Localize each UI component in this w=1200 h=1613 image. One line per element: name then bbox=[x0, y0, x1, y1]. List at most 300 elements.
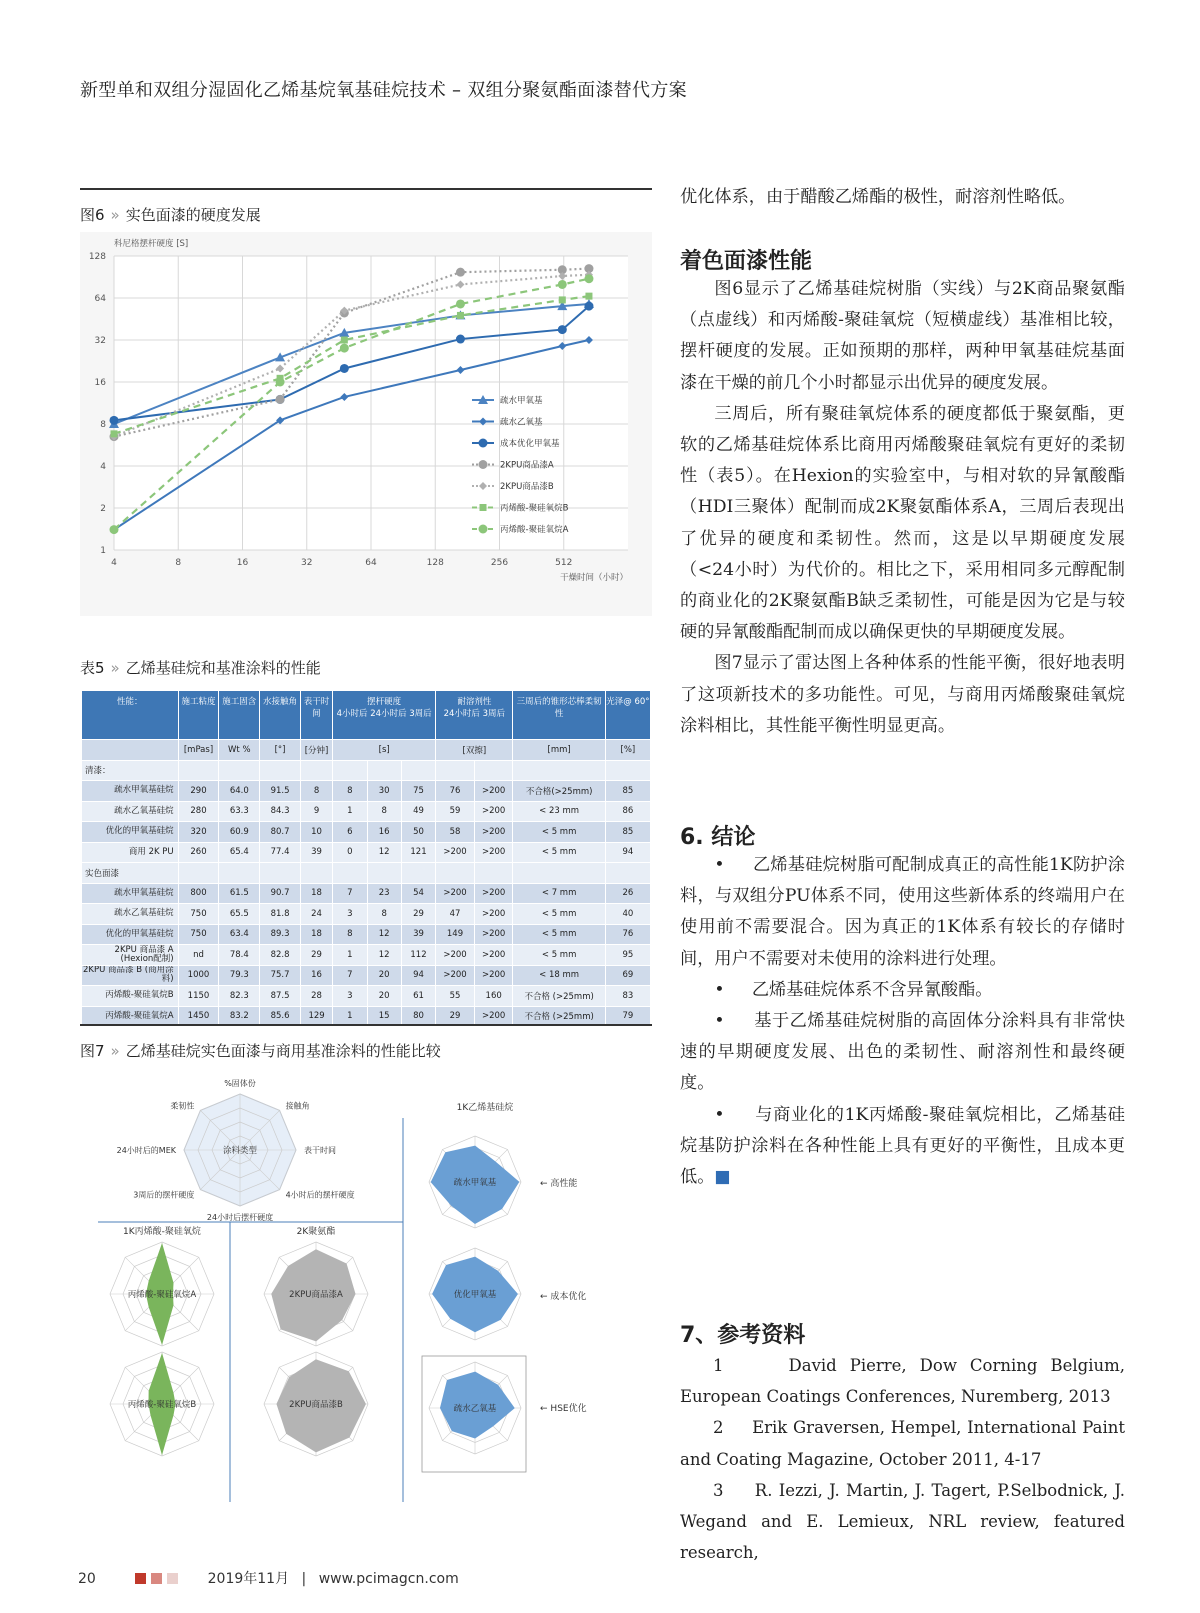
table-cell: 59 bbox=[436, 801, 475, 822]
y-tick-label: 32 bbox=[94, 336, 106, 346]
section-row-clear bbox=[82, 760, 651, 781]
y-tick-label: 128 bbox=[88, 252, 106, 262]
issue-date: 2019年11月 bbox=[207, 1571, 290, 1587]
table-cell: 85.6 bbox=[260, 1006, 301, 1027]
table-cell: 30 bbox=[367, 781, 401, 802]
table-cell: 79.3 bbox=[219, 965, 260, 986]
header-solvent bbox=[436, 691, 513, 740]
unit-cell: [双擦] bbox=[436, 740, 513, 761]
table-cell: 20 bbox=[367, 965, 401, 986]
table-cell: 28 bbox=[300, 986, 332, 1007]
table-cell: 20 bbox=[367, 986, 401, 1007]
solvent-label: 耐溶剂性 bbox=[457, 697, 492, 707]
table-cell: 23 bbox=[367, 883, 401, 904]
legend-marker bbox=[479, 439, 488, 448]
table-cell: < 7 mm bbox=[513, 883, 605, 904]
end-mark-icon: ■ bbox=[714, 1167, 731, 1188]
table-cell: 65.4 bbox=[219, 842, 260, 863]
table-cell: 不合格 (>25mm) bbox=[513, 1006, 605, 1027]
data-point bbox=[559, 296, 566, 303]
bullet-3 bbox=[680, 1006, 1125, 1100]
table-cell: 12 bbox=[367, 924, 401, 945]
section-label: 清漆： bbox=[82, 760, 179, 781]
table-cell: 75.7 bbox=[260, 965, 301, 986]
table-cell: 1150 bbox=[178, 986, 219, 1007]
table-cell: 29 bbox=[401, 904, 435, 925]
table-cell: 63.4 bbox=[219, 924, 260, 945]
bullet-text: 与商业化的1K丙烯酸-聚硅氧烷相比，乙烯基硅烷基防护涂料在各种性能上具有更好的平衡性，且成本更低。 bbox=[680, 1104, 1125, 1188]
reference-item bbox=[680, 1350, 1125, 1412]
table-cell: 280 bbox=[178, 801, 219, 822]
table-cell: 81.8 bbox=[260, 904, 301, 925]
row-label: 疏水乙氧基硅烷 bbox=[82, 904, 179, 925]
heading-color-coatings: 着色面漆性能 bbox=[680, 249, 813, 274]
table-cell: >200 bbox=[436, 883, 475, 904]
axis-label: %固体份 bbox=[224, 1079, 256, 1088]
table-cell: 75 bbox=[401, 781, 435, 802]
table-row bbox=[82, 904, 651, 925]
data-point bbox=[276, 395, 285, 404]
table-cell: 69 bbox=[605, 965, 650, 986]
table-cell: 12 bbox=[367, 945, 401, 966]
bullet-list bbox=[680, 850, 1125, 1193]
bullet-icon: • bbox=[714, 979, 725, 1000]
table-cell: 83.2 bbox=[219, 1006, 260, 1027]
arrow-label: 高性能 bbox=[550, 1179, 578, 1189]
table-cell: >200 bbox=[474, 924, 513, 945]
table-cell: 94 bbox=[401, 965, 435, 986]
table-cell: 82.3 bbox=[219, 986, 260, 1007]
unit-cell: [mPas] bbox=[178, 740, 219, 761]
figure7-caption: 乙烯基硅烷实色面漆与商用基准涂料的性能比较 bbox=[125, 1042, 441, 1060]
heading-conclusion: 6. 结论 bbox=[680, 825, 756, 850]
table-cell: < 5 mm bbox=[513, 822, 605, 843]
table-cell: 54 bbox=[401, 883, 435, 904]
bullet-text: 乙烯基硅烷体系不含异氰酸酯。 bbox=[751, 979, 993, 1000]
legend-label: 疏水甲氧基 bbox=[500, 396, 543, 406]
axis-label: 24小时后的MEK bbox=[116, 1146, 176, 1155]
radar-label: 2KPU商品漆A bbox=[289, 1290, 343, 1300]
unit-cell bbox=[82, 740, 179, 761]
table-cell: 61 bbox=[401, 986, 435, 1007]
running-header: 新型单和双组分湿固化乙烯基烷氧基硅烷技术 – 双组分聚氨酯面漆替代方案 bbox=[80, 80, 687, 101]
header-hardness bbox=[333, 691, 436, 740]
chevron-icon: » bbox=[110, 1042, 120, 1060]
header-property: 性能： bbox=[82, 691, 179, 740]
table-cell: 不合格 (>25mm) bbox=[513, 986, 605, 1007]
row-label: 2KPU 商品漆 A (Hexion配制) bbox=[82, 945, 179, 966]
header-gloss: 光泽@ 60° bbox=[605, 691, 650, 740]
reference-number: 3 bbox=[713, 1480, 724, 1500]
row-label: 丙烯酸-聚硅氧烷B bbox=[82, 986, 179, 1007]
group-title-1k-vinyl: 1K乙烯基硅烷 bbox=[456, 1103, 514, 1113]
legend-marker bbox=[479, 460, 488, 469]
table-cell: 80.7 bbox=[260, 822, 301, 843]
table-row bbox=[82, 801, 651, 822]
axis-label: 柔韧性 bbox=[170, 1101, 195, 1111]
table-row bbox=[82, 945, 651, 966]
y-tick-label: 16 bbox=[94, 378, 106, 388]
table-cell: 78.4 bbox=[219, 945, 260, 966]
table-cell: 260 bbox=[178, 842, 219, 863]
table-row bbox=[82, 781, 651, 802]
radar-label: 丙烯酸-聚硅氧烷B bbox=[127, 1400, 197, 1410]
radar-vinyl_methoxy bbox=[429, 1136, 521, 1228]
paragraph-0: 优化体系，由于醋酸乙烯酯的极性，耐溶剂性略低。 bbox=[680, 187, 1076, 207]
data-point bbox=[340, 364, 349, 373]
arrow-high-perf bbox=[540, 1177, 577, 1189]
table-cell: 8 bbox=[300, 781, 332, 802]
figure6-caption: 实色面漆的硬度发展 bbox=[125, 206, 261, 224]
table-cell: 8 bbox=[367, 904, 401, 925]
table-cell: < 23 mm bbox=[513, 801, 605, 822]
paragraph-1: 图6显示了乙烯基硅烷树脂（实线）与2K商品聚氨酯（点虚线）和丙烯酸-聚硅氧烷（短横虚线）基准相比较，摆杆硬度的发展。正如预期的那样，两种甲氧基硅烷基面漆在干燥的前几个小时都显示出优异的硬度发展。 bbox=[680, 279, 1125, 393]
table-cell: 49 bbox=[401, 801, 435, 822]
table-cell: 64.0 bbox=[219, 781, 260, 802]
radar-acrylic_b bbox=[110, 1352, 214, 1456]
chevron-icon: » bbox=[110, 206, 120, 224]
bullet-icon: • bbox=[714, 1011, 725, 1032]
table5-number: 表5 bbox=[80, 659, 105, 677]
table-cell: 16 bbox=[300, 965, 332, 986]
table-cell: 750 bbox=[178, 904, 219, 925]
legend-center-label: 涂料类型 bbox=[222, 1146, 258, 1156]
table-cell: 82.8 bbox=[260, 945, 301, 966]
axis-label: 3周后的摆杆硬度 bbox=[133, 1190, 195, 1200]
table-cell: 90.7 bbox=[260, 883, 301, 904]
table-row bbox=[82, 924, 651, 945]
data-point bbox=[456, 299, 465, 308]
website: www.pcimagcn.com bbox=[318, 1571, 459, 1587]
bullet-text: 基于乙烯基硅烷树脂的高固体分涂料具有非常快速的早期硬度发展、出色的柔韧性、耐溶剂性和最终硬度。 bbox=[680, 1011, 1125, 1094]
table-cell: >200 bbox=[474, 781, 513, 802]
table5-title bbox=[80, 657, 321, 678]
legend-label: 2KPU商品漆A bbox=[500, 460, 554, 471]
header-solids: 施工固含 bbox=[219, 691, 260, 740]
data-point bbox=[558, 325, 567, 334]
chevron-icon: » bbox=[110, 659, 120, 677]
table-cell: >200 bbox=[474, 801, 513, 822]
row-label: 丙烯酸-聚硅氧烷A bbox=[82, 1006, 179, 1027]
group-title-2k: 2K聚氨酯 bbox=[296, 1227, 336, 1237]
reference-text: Erik Graversen, Hempel, International Paint and Coating Magazine, October 2011, 4-17 bbox=[680, 1418, 1125, 1469]
axis-label: 24小时后摆杆硬度 bbox=[206, 1213, 274, 1222]
x-tick-label: 4 bbox=[111, 558, 117, 568]
data-point bbox=[341, 337, 348, 344]
figure7-title bbox=[80, 1040, 441, 1061]
table-cell: 1000 bbox=[178, 965, 219, 986]
table-cell: 1 bbox=[333, 945, 367, 966]
table-cell: 160 bbox=[474, 986, 513, 1007]
figure7-number: 图7 bbox=[80, 1042, 105, 1060]
y-tick-label: 64 bbox=[94, 294, 106, 304]
table-cell: 87.5 bbox=[260, 986, 301, 1007]
data-point bbox=[457, 312, 464, 319]
table-row bbox=[82, 822, 651, 843]
bullet-icon: • bbox=[714, 1104, 725, 1125]
table-cell: 95 bbox=[605, 945, 650, 966]
table-cell: 61.5 bbox=[219, 883, 260, 904]
data-point bbox=[585, 293, 592, 300]
y-tick-label: 2 bbox=[100, 504, 106, 514]
bullet-2 bbox=[680, 975, 1125, 1006]
unit-cell: [分钟] bbox=[300, 740, 332, 761]
table-cell: 76 bbox=[436, 781, 475, 802]
table-cell: 3 bbox=[333, 986, 367, 1007]
reference-text: David Pierre, Dow Corning Belgium, European Coatings Conferences, Nuremberg, 2013 bbox=[680, 1356, 1125, 1407]
table-cell: < 5 mm bbox=[513, 842, 605, 863]
table-cell: 8 bbox=[333, 781, 367, 802]
table-cell: 9 bbox=[300, 801, 332, 822]
table-cell: 10 bbox=[300, 822, 332, 843]
table-cell: 24 bbox=[300, 904, 332, 925]
table-cell: 112 bbox=[401, 945, 435, 966]
radar-vinyl_optimized bbox=[429, 1248, 521, 1340]
axis-label: 表干时间 bbox=[304, 1146, 336, 1155]
legend-label: 丙烯酸-聚硅氧烷B bbox=[500, 503, 569, 514]
row-label: 优化的甲氧基硅烷 bbox=[82, 822, 179, 843]
y-tick-label: 4 bbox=[100, 462, 106, 472]
table5-caption: 乙烯基硅烷和基准涂料的性能 bbox=[125, 659, 321, 677]
table-cell: 86 bbox=[605, 801, 650, 822]
unit-cell: [°] bbox=[260, 740, 301, 761]
reference-number: 2 bbox=[713, 1418, 724, 1438]
table-row bbox=[82, 986, 651, 1007]
hardness-sublabel: 4小时后 24小时后 3周后 bbox=[336, 709, 432, 719]
radar-pu_b bbox=[264, 1352, 368, 1456]
table-cell: 800 bbox=[178, 883, 219, 904]
section-label: 实色面漆 bbox=[82, 863, 179, 884]
table-cell: 85 bbox=[605, 781, 650, 802]
y-tick-label: 8 bbox=[100, 420, 106, 430]
table-cell: 149 bbox=[436, 924, 475, 945]
page-footer bbox=[78, 1568, 459, 1588]
axis-label: 接触角 bbox=[285, 1101, 310, 1111]
radar-acrylic_a bbox=[110, 1242, 214, 1346]
bullet-text: 乙烯基硅烷树脂可配制成真正的高性能1K防护涂料，与双组分PU体系不同，使用这些新体系的终端用户在使用前不需要混合。因为真正的1K体系有较长的存储时间，用户不需要对未使用的涂料进行处理。 bbox=[680, 855, 1125, 969]
table-cell: 80 bbox=[401, 1006, 435, 1027]
header-contact-angle: 水接触角 bbox=[260, 691, 301, 740]
radar-label: 疏水甲氧基 bbox=[453, 1178, 497, 1188]
arrow-left-icon: ← bbox=[540, 1404, 548, 1414]
data-point bbox=[456, 335, 465, 344]
divider: | bbox=[301, 1571, 307, 1587]
data-point bbox=[276, 378, 285, 387]
bullet-icon: • bbox=[714, 855, 725, 875]
table-cell: >200 bbox=[436, 965, 475, 986]
data-point bbox=[110, 416, 119, 425]
table-cell: < 5 mm bbox=[513, 924, 605, 945]
arrow-label: 成本优化 bbox=[550, 1292, 587, 1302]
reference-number: 1 bbox=[713, 1356, 724, 1375]
table-cell: nd bbox=[178, 945, 219, 966]
radar-label: 疏水乙氧基 bbox=[453, 1404, 497, 1414]
table-cell: 3 bbox=[333, 904, 367, 925]
table-cell: 26 bbox=[605, 883, 650, 904]
table-cell: 84.3 bbox=[260, 801, 301, 822]
data-point bbox=[111, 430, 118, 437]
decor-square-icon bbox=[151, 1573, 162, 1584]
table-cell: 94 bbox=[605, 842, 650, 863]
table-cell: 91.5 bbox=[260, 781, 301, 802]
arrow-label: HSE优化 bbox=[550, 1404, 587, 1414]
reference-item bbox=[680, 1475, 1125, 1569]
x-axis-label: 干燥时间（小时） bbox=[559, 573, 628, 583]
table-cell: 55 bbox=[436, 986, 475, 1007]
table-cell: 6 bbox=[333, 822, 367, 843]
row-label: 商用 2K PU bbox=[82, 842, 179, 863]
table-cell: 40 bbox=[605, 904, 650, 925]
decor-square-icon bbox=[135, 1573, 146, 1584]
hardness-label: 摆杆硬度 bbox=[367, 697, 402, 707]
x-tick-label: 64 bbox=[365, 558, 377, 568]
table-cell: 18 bbox=[300, 924, 332, 945]
x-tick-label: 512 bbox=[555, 558, 573, 568]
decor-square-icon bbox=[167, 1573, 178, 1584]
table-cell: 8 bbox=[367, 801, 401, 822]
row-label: 优化的甲氧基硅烷 bbox=[82, 924, 179, 945]
data-point bbox=[110, 525, 119, 534]
table-cell: 29 bbox=[436, 1006, 475, 1027]
row-label: 疏水甲氧基硅烷 bbox=[82, 781, 179, 802]
table-cell: >200 bbox=[436, 945, 475, 966]
table-cell: >200 bbox=[474, 1006, 513, 1027]
table5 bbox=[81, 690, 651, 1027]
table-row bbox=[82, 965, 651, 986]
table-cell: 50 bbox=[401, 822, 435, 843]
table-cell: 76 bbox=[605, 924, 650, 945]
table-cell: 79 bbox=[605, 1006, 650, 1027]
table-cell: >200 bbox=[474, 904, 513, 925]
legend-marker bbox=[479, 525, 488, 534]
table-cell: 15 bbox=[367, 1006, 401, 1027]
hardness-chart bbox=[80, 232, 652, 616]
radar-figure bbox=[80, 1072, 652, 1512]
units-row bbox=[82, 740, 651, 761]
radar-vinyl_ethoxy bbox=[429, 1362, 521, 1454]
data-point bbox=[558, 280, 567, 289]
table-cell: 7 bbox=[333, 965, 367, 986]
table-cell: 60.9 bbox=[219, 822, 260, 843]
table-cell: 12 bbox=[367, 842, 401, 863]
reference-list bbox=[680, 1350, 1125, 1568]
table-cell: < 5 mm bbox=[513, 945, 605, 966]
reference-text: R. Iezzi, J. Martin, J. Tagert, P.Selbodnick, J. Wegand and E. Lemieux, NRL review, featured research, bbox=[680, 1480, 1125, 1563]
arrow-left-icon: ← bbox=[540, 1292, 548, 1302]
legend-label: 丙烯酸-聚硅氧烷A bbox=[500, 525, 569, 535]
x-tick-label: 32 bbox=[301, 558, 313, 568]
table-header-row bbox=[82, 691, 651, 740]
row-label: 2KPU 商品漆 B (商用涂料) bbox=[82, 965, 179, 986]
page-number: 20 bbox=[78, 1571, 96, 1587]
unit-cell: [mm] bbox=[513, 740, 605, 761]
unit-cell: [%] bbox=[605, 740, 650, 761]
x-tick-label: 256 bbox=[490, 558, 509, 568]
table-cell: 290 bbox=[178, 781, 219, 802]
axis-label: 4小时后的摆杆硬度 bbox=[285, 1190, 355, 1200]
bullet-4 bbox=[680, 1100, 1125, 1194]
y-axis-label: 科尼格摆杆硬度 [S] bbox=[114, 239, 189, 249]
figure6-top-rule bbox=[80, 188, 652, 190]
x-tick-label: 8 bbox=[175, 558, 182, 568]
header-dry-time: 表干时间 bbox=[300, 691, 332, 740]
header-viscosity: 施工粘度 bbox=[178, 691, 219, 740]
header-flexibility: 三周后的锥形芯棒柔韧性 bbox=[513, 691, 605, 740]
table-cell: 18 bbox=[300, 883, 332, 904]
table-cell: >200 bbox=[474, 883, 513, 904]
arrow-hse bbox=[540, 1402, 587, 1414]
section-row-pigmented bbox=[82, 863, 651, 884]
legend-marker bbox=[480, 504, 487, 511]
table-cell: 58 bbox=[436, 822, 475, 843]
table-cell: 320 bbox=[178, 822, 219, 843]
radar-label: 丙烯酸-聚硅氧烷A bbox=[127, 1290, 197, 1300]
table-cell: 39 bbox=[401, 924, 435, 945]
table-cell: < 5 mm bbox=[513, 904, 605, 925]
radar-pu_a bbox=[264, 1242, 368, 1346]
table-cell: 89.3 bbox=[260, 924, 301, 945]
table-cell: 不合格(>25mm) bbox=[513, 781, 605, 802]
table-cell: 65.5 bbox=[219, 904, 260, 925]
table-cell: 39 bbox=[300, 842, 332, 863]
table-cell: >200 bbox=[474, 842, 513, 863]
table-cell: 1 bbox=[333, 1006, 367, 1027]
table-cell: 7 bbox=[333, 883, 367, 904]
table-cell: >200 bbox=[436, 842, 475, 863]
table-cell: >200 bbox=[474, 822, 513, 843]
data-point bbox=[584, 302, 593, 311]
table-row bbox=[82, 883, 651, 904]
table-cell: 29 bbox=[300, 945, 332, 966]
unit-cell: Wt % bbox=[219, 740, 260, 761]
figure6-title bbox=[80, 204, 261, 225]
legend-label: 2KPU商品漆B bbox=[500, 482, 554, 492]
data-point bbox=[456, 268, 465, 277]
table-cell: >200 bbox=[474, 945, 513, 966]
table-cell: 85 bbox=[605, 822, 650, 843]
table-cell: 0 bbox=[333, 842, 367, 863]
figure6-number: 图6 bbox=[80, 206, 105, 224]
table-cell: 129 bbox=[300, 1006, 332, 1027]
table-cell: >200 bbox=[474, 965, 513, 986]
data-point bbox=[584, 274, 593, 283]
radar-label: 2KPU商品漆B bbox=[289, 1400, 343, 1410]
body-block-1 bbox=[680, 274, 1125, 742]
table-cell: < 18 mm bbox=[513, 965, 605, 986]
unit-cell: [s] bbox=[333, 740, 436, 761]
arrow-cost bbox=[540, 1290, 586, 1302]
table-cell: 1 bbox=[333, 801, 367, 822]
x-tick-label: 16 bbox=[236, 558, 249, 568]
table-row bbox=[82, 842, 651, 863]
paragraph-2: 三周后，所有聚硅氧烷体系的硬度都低于聚氨酯，更软的乙烯基硅烷体系比商用丙烯酸聚硅氧烷有更好的柔韧性（表5）。在Hexion的实验室中，与相对软的异氰酸酯（HDI三聚体）配制而成2K聚氨酯体系A，三周后表现出了优异的硬度和柔韧性。然而，这是以早期硬度发展（<24小时）为代价的。相比之下，采用相同多元醇配制的商业化的2K聚氨酯B缺乏柔韧性，可能是因为它是与较硬的异氰酸酯配制而成以确保更快的早期硬度发展。 bbox=[680, 403, 1125, 643]
radar-label: 优化甲氧基 bbox=[453, 1290, 497, 1300]
table-cell: 121 bbox=[401, 842, 435, 863]
table-cell: 750 bbox=[178, 924, 219, 945]
reference-item bbox=[680, 1412, 1125, 1474]
table-cell: 77.4 bbox=[260, 842, 301, 863]
row-label: 疏水甲氧基硅烷 bbox=[82, 883, 179, 904]
row-label: 疏水乙氧基硅烷 bbox=[82, 801, 179, 822]
table-cell: 16 bbox=[367, 822, 401, 843]
heading-references: 7、参考资料 bbox=[680, 1323, 806, 1348]
y-tick-label: 1 bbox=[100, 546, 106, 556]
figure7-top-rule bbox=[80, 1024, 652, 1026]
arrow-left-icon: ← bbox=[540, 1179, 548, 1189]
bullet-1 bbox=[680, 850, 1125, 975]
table-cell: 63.3 bbox=[219, 801, 260, 822]
solvent-sublabel: 24小时后 3周后 bbox=[443, 709, 506, 719]
